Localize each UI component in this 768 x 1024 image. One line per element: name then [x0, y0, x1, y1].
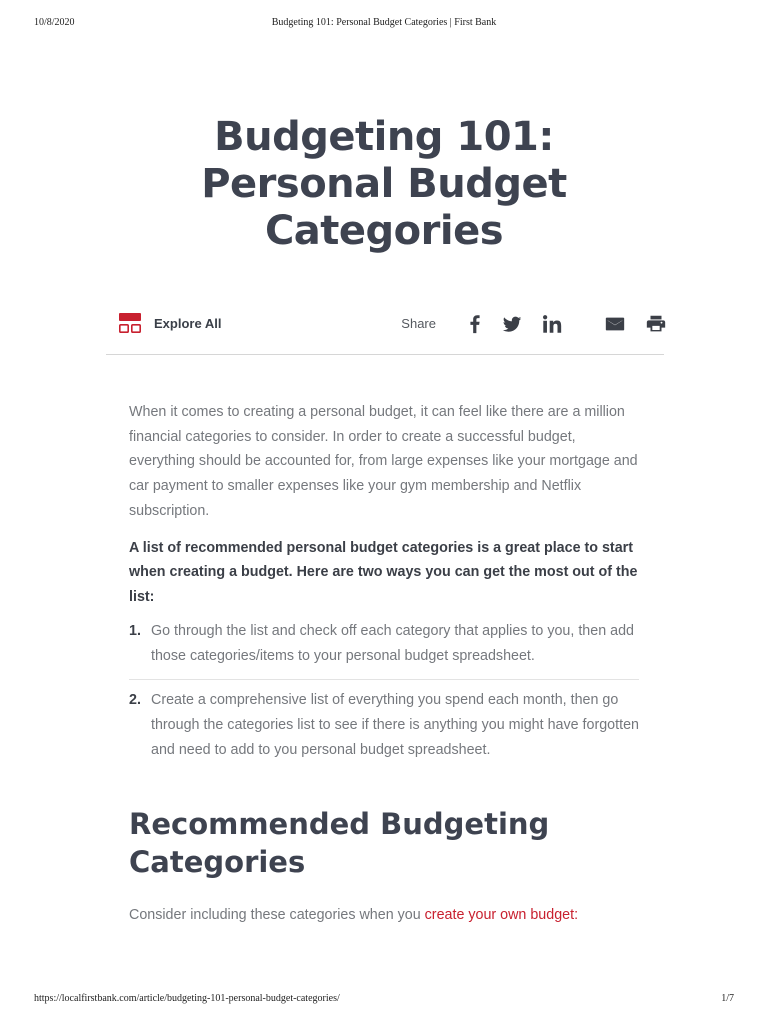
explore-all-label: Explore All [154, 315, 222, 331]
twitter-icon[interactable] [501, 313, 523, 335]
step-text: Create a comprehensive list of everything you spend each month, then go through the categories list to see if there is anything you might have forgotten and need to add to you personal budget spreadsheet. [151, 692, 639, 759]
steps-list [129, 619, 639, 763]
print-icon[interactable] [645, 313, 667, 335]
section-heading: Recommended Budgeting Categories [129, 807, 550, 880]
list-item [129, 619, 639, 680]
page-title: Budgeting 101: Personal Budget Categories [201, 114, 567, 254]
article-body [129, 400, 639, 923]
share-label: Share [401, 316, 436, 331]
print-date: 10/8/2020 [34, 17, 75, 28]
intro-paragraph: When it comes to creating a personal budget, it can feel like there are a million financial categories to consider. In order to create a successful budget, everything should be accounted for, from large expenses like your mortgage and car payment to smaller expenses like your gym membership and Netflix subscription. [129, 404, 638, 519]
linkedin-icon[interactable] [541, 313, 563, 335]
share-bar [364, 306, 664, 342]
step-number: 1. [129, 623, 141, 640]
explore-all-link[interactable] [118, 312, 221, 334]
step-text: Go through the list and check off each category that applies to you, then add those categories/items to your personal budget spreadsheet. [151, 623, 634, 665]
consider-paragraph [129, 907, 639, 923]
step-number: 2. [129, 692, 141, 709]
create-budget-link-colon: : [574, 907, 579, 924]
lead-paragraph: A list of recommended personal budget categories is a great place to start when creating a budget. Here are two ways you can get the most out of the list: [129, 539, 638, 605]
print-url: https://localfirstbank.com/article/budgeting-101-personal-budget-categories/ [34, 993, 340, 1004]
article-toolbar [106, 306, 664, 355]
list-item [129, 688, 639, 763]
create-budget-link[interactable]: create your own budget [424, 907, 575, 924]
facebook-icon[interactable] [464, 313, 486, 335]
email-icon[interactable] [604, 313, 626, 335]
grid-icon [118, 312, 142, 334]
consider-text: Consider including these categories when you [129, 907, 425, 924]
print-page-title: Budgeting 101: Personal Budget Categories | First Bank [271, 17, 497, 28]
page-number: 1/7 [721, 993, 734, 1004]
